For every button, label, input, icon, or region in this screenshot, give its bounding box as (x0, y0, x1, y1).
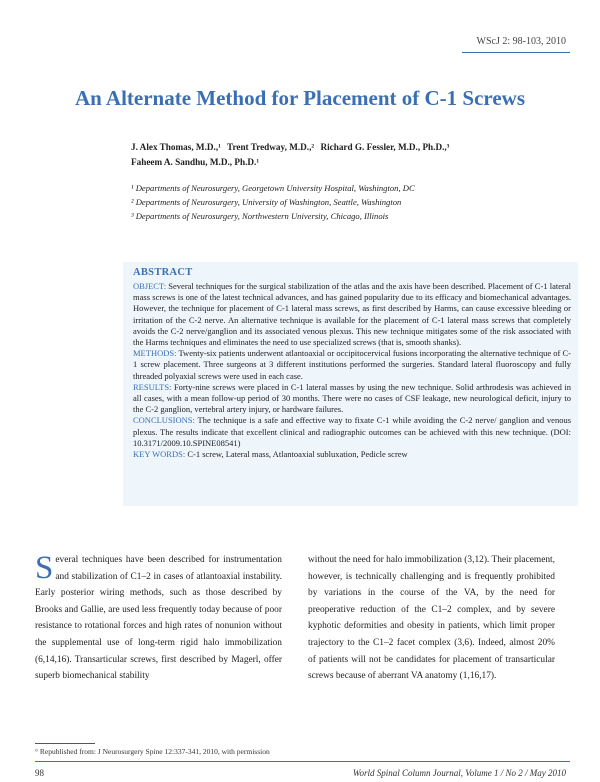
journal-footer: World Spinal Column Journal, Volume 1 / No 2 / May 2010 (352, 768, 566, 778)
body-column-left (35, 552, 282, 685)
section-text: Several techniques for the surgical stabilization of the atlas and the axis have been described. Placement of C-1 lateral mass screws is one of the latest technical advances, and has gained popularity due to its efficacy and biomechanical advantages. However, the technique for placement of C-1 lateral mass screws, as first described by Harms, can cause excessive bleeding or irritation of the C-2 nerve. An alternative technique is available for the placement of C-1 lateral mass screws that completely avoids the C-2 nerve/ganglion and its associated venous plexus. This new technique mitigates some of the risk associated with the Harms techniques and eliminates the need to use specialized screws (that is, smooth shanks). (133, 281, 571, 348)
drop-cap: S (35, 550, 54, 586)
author-line-1 (131, 140, 551, 155)
abstract-methods (133, 348, 571, 382)
author-list (131, 140, 551, 170)
section-text: C-1 screw, Lateral mass, Atlantoaxial subluxation, Pedicle screw (185, 449, 408, 460)
abstract-object (133, 281, 571, 348)
abstract-body (133, 281, 571, 460)
section-label: METHODS: (133, 348, 177, 359)
header-rule (462, 52, 570, 53)
footnote-rule (35, 743, 95, 744)
footnote: ° Republished from: J Neurosurgery Spine 12:337-341, 2010, with permission (35, 747, 270, 756)
author-name: J. Alex Thomas, M.D.,¹ (131, 142, 221, 152)
affiliation-3: ³ Departments of Neurosurgery, Northwestern University, Chicago, Illinois (131, 211, 389, 221)
section-text: Twenty-six patients underwent atlantoaxial or occipitocervical fusions incorporating the alternative technique of C-1 screw placement. Three surgeons at 3 different institutions performed the surgeries. Standard lateral fluoroscopy and fully threaded polyaxial screws were used in each case. (133, 348, 571, 381)
section-text: Forty-nine screws were placed in C-1 lateral masses by using the new technique. Solid arthrodesis was achieved in all cases, with a mean follow-up period of 30 months. There were no cases of CSF leakage, new neurological deficit, injury to the C-2 ganglion, vertebral artery injury, or hardware failures. (133, 381, 571, 415)
body-column-right: without the need for halo immobilization (3,12). Their placement, however, is technically challenging and is frequently prohibited by variations in the course of the VA, by the need for preoperative reduction of the C1–2 complex, and by severe kyphotic deformities and obesity in patients, which limit proper trajectory to the C1–2 facet complex (3,6). Indeed, almost 20% of patients will not be candidates for placement of transarticular screws because of aberrant VA anatomy (1,16,17). (308, 555, 555, 682)
author-line-2: Faheem A. Sandhu, M.D., Ph.D.¹ (131, 157, 260, 167)
section-label: RESULTS: (133, 381, 172, 392)
affiliations (131, 181, 551, 223)
affiliation-2: ² Departments of Neurosurgery, University of Washington, Seattle, Washington (131, 197, 402, 207)
abstract-keywords (133, 449, 571, 460)
article-title: An Alternate Method for Placement of C-1 Screws (74, 86, 526, 110)
footer-rule (35, 761, 570, 762)
abstract-heading: ABSTRACT (133, 267, 193, 278)
journal-reference: WScJ 2: 98-103, 2010 (476, 36, 566, 47)
section-label: OBJECT: (133, 281, 167, 291)
author-name: Richard G. Fessler, M.D., Ph.D.,³ (320, 142, 450, 152)
abstract-results (133, 382, 571, 416)
section-label: KEY WORDS: (133, 449, 186, 460)
body-text-left: everal techniques have been described for instrumentation and stabilization of C1–2 in cases of atlantoaxial instability. Early posterior wiring methods, such as those described by Brooks and Gallie, are used less frequently today because of poor resistance to rotational forces and high rates of nonunion without the supplemental use of long-term rigid halo immobilization (6,14,16). Transarticular screws, first described by Magerl, offer superb biomechanical stability (35, 555, 282, 682)
page-number: 98 (35, 768, 44, 778)
abstract-conclusions (133, 415, 571, 449)
author-name: Trent Tredway, M.D.,² (227, 142, 315, 152)
section-label: CONCLUSIONS: (133, 415, 195, 426)
affiliation-1: ¹ Departments of Neurosurgery, Georgetown University Hospital, Washington, DC (131, 183, 415, 193)
section-text: The technique is a safe and effective way to fixate C-1 while avoiding the C-2 nerve/ ganglion and venous plexus. The results indicate that excellent clinical and radiographic outcomes can be achieved with this new technique. (DOI: 10.3171/2009.10.SPINE08541) (133, 415, 571, 448)
